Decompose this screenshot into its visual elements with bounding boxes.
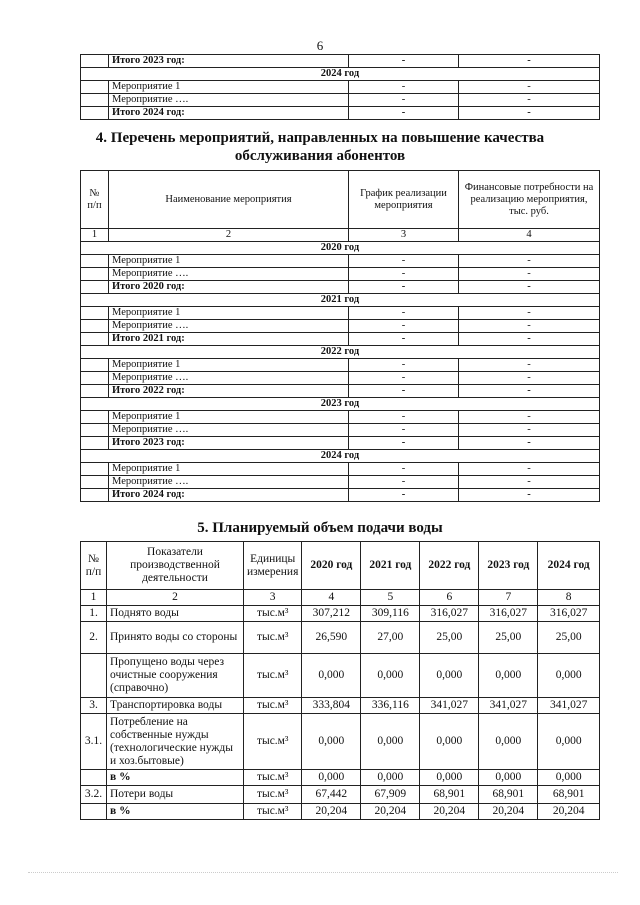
header-schedule: График реализации мероприятия — [349, 171, 459, 229]
section4-title-line2: обслуживания абонентов — [234, 148, 406, 164]
row-label: Итого 2023 год: — [109, 55, 349, 68]
header-row: № п/п Показатели производственной деятельности Единицы измерения 2020 год 2021 год 2022 год 2023 год 2024 год — [81, 542, 600, 590]
table-row: Мероприятие …. - - — [81, 424, 600, 437]
year-row: 2020 год — [81, 242, 600, 255]
water-supply-table — [80, 541, 600, 820]
table-row: Мероприятие 1 - - — [81, 307, 600, 320]
table-row: Мероприятие …. - - — [81, 268, 600, 281]
column-number-row: 1 2 3 4 5 6 7 8 — [81, 590, 600, 606]
table-row: Мероприятие 1 - - — [81, 255, 600, 268]
table-row: Мероприятие …. - - — [81, 320, 600, 333]
total-row: Итого 2023 год: - - — [81, 437, 600, 450]
row-label: Мероприятие 1 — [109, 81, 349, 94]
table-row: Мероприятие 1 - - — [81, 81, 600, 94]
total-row: Итого 2021 год: - - — [81, 333, 600, 346]
total-row: Итого 2024 год: - - — [81, 489, 600, 502]
year-row: 2023 год — [81, 398, 600, 411]
table-row: 3.2. Потери воды тыс.м³ 67,442 67,909 68,901 68,901 68,901 — [81, 786, 600, 804]
table-row: Итого 2023 год: - - — [81, 55, 600, 68]
table-row: в % тыс.м³ 20,204 20,204 20,204 20,204 20,204 — [81, 804, 600, 820]
header-num: № п/п — [81, 171, 109, 229]
table-row: Мероприятие 1 - - — [81, 463, 600, 476]
column-number-row: 1 2 3 4 — [81, 229, 600, 242]
table-row: Мероприятие 1 - - — [81, 359, 600, 372]
row-label: Итого 2024 год: — [109, 107, 349, 120]
year-row — [81, 68, 600, 81]
total-row: Итого 2022 год: - - — [81, 385, 600, 398]
table-row: 3.1. Потребление на собственные нужды (технологические нужды и хоз.бытовые) тыс.м³ 0,000 0,000 0,000 0,000 0,000 — [81, 714, 600, 770]
scan-footer-line — [28, 872, 618, 873]
table-row: 3. Транспортировка воды тыс.м³ 333,804 336,116 341,027 341,027 341,027 — [81, 698, 600, 714]
table-row: Мероприятие …. - - — [81, 372, 600, 385]
events-table-continued — [80, 54, 600, 120]
header-finance: Финансовые потребности на реализацию мероприятия, тыс. руб. — [459, 171, 600, 229]
header-row — [81, 171, 600, 229]
table-row: в % тыс.м³ 0,000 0,000 0,000 0,000 0,000 — [81, 770, 600, 786]
service-quality-table — [80, 170, 600, 502]
page-number: 6 — [316, 38, 324, 53]
table-row: Пропущено воды через очистные сооружения (справочно) тыс.м³ 0,000 0,000 0,000 0,000 0,000 — [81, 654, 600, 698]
table-row: Мероприятие …. - - — [81, 94, 600, 107]
section4-title-line1: 4. Перечень мероприятий, направленных на повышение качества — [95, 130, 545, 146]
total-row: Итого 2020 год: - - — [81, 281, 600, 294]
table-row: Итого 2024 год: - - — [81, 107, 600, 120]
year-row: 2022 год — [81, 346, 600, 359]
table-row: Мероприятие 1 - - — [81, 411, 600, 424]
section5-title: 5. Планируемый объем подачи воды — [197, 520, 443, 536]
year-row: 2024 год — [81, 450, 600, 463]
year-label: 2024 год — [81, 68, 600, 81]
year-row: 2021 год — [81, 294, 600, 307]
row-label: Мероприятие …. — [109, 94, 349, 107]
table-row: 2. Принято воды со стороны тыс.м³ 26,590 27,00 25,00 25,00 25,00 — [81, 622, 600, 654]
header-name: Наименование мероприятия — [109, 171, 349, 229]
table-row: Мероприятие …. - - — [81, 476, 600, 489]
table-row: 1. Поднято воды тыс.м³ 307,212 309,116 316,027 316,027 316,027 — [81, 606, 600, 622]
